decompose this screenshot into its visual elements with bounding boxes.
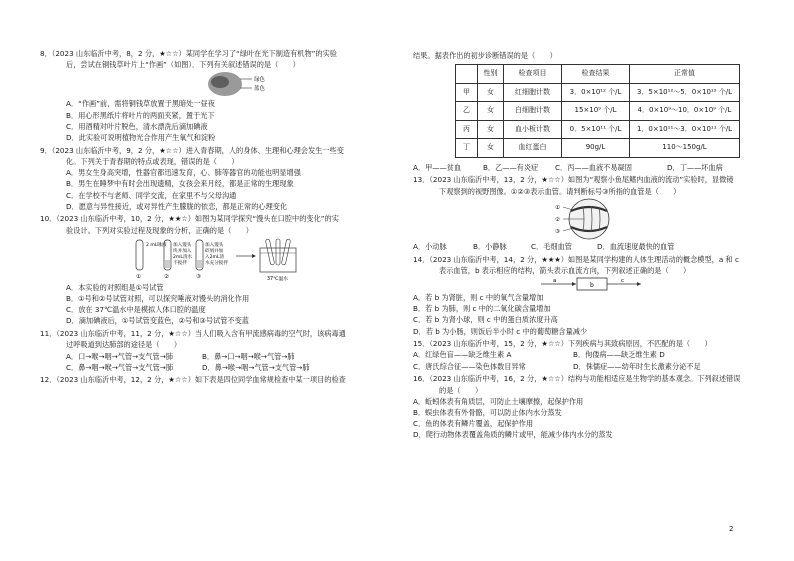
test-tube-1-label: 2 mL唾液 bbox=[146, 242, 167, 248]
structure-b-label: b bbox=[590, 281, 594, 289]
question-10-option-c: C．放在 37℃温水中是模拟人体口腔的温度 bbox=[66, 305, 206, 315]
question-12-stem-2: 结果。据表作出的初步诊断错误的是（ ） bbox=[413, 51, 557, 60]
test-tube-3-text-2: 碎屑并加 bbox=[205, 248, 224, 254]
question-15-options-ab bbox=[413, 349, 758, 360]
table-cell: 0．5×10¹¹ 个/L bbox=[562, 120, 630, 139]
table-cell: 3．0×10¹² 个/L bbox=[562, 83, 630, 102]
question-9-option-c: C．在学校不与老师、同学交流，在家里不与父母沟通 bbox=[66, 190, 237, 200]
leaf-dark-region bbox=[211, 76, 229, 88]
test-tube-diagram bbox=[40, 236, 392, 282]
table-cell: 4．0×10⁹～10．0×10⁹ 个/L bbox=[630, 102, 740, 121]
question-12-option-b: B．乙——有炎症 bbox=[483, 162, 539, 172]
test-tube-3-text-4: 水充分搅拌 bbox=[205, 260, 228, 266]
question-13-option-a: A．小动脉 bbox=[413, 241, 447, 251]
page-number: 2 bbox=[729, 525, 734, 533]
table-cell: 3．5×10¹²～5．0×10¹² 个/L bbox=[630, 83, 740, 102]
table-cell: 血小板计数 bbox=[504, 120, 562, 139]
question-12 bbox=[40, 374, 392, 385]
vessel-pointer-3 bbox=[563, 228, 573, 231]
question-13-option-d: D．血流速度最快的血管 bbox=[597, 241, 675, 251]
question-8-figure bbox=[40, 70, 392, 98]
question-15-option-a: A．红绿色盲——缺乏维生素 A bbox=[413, 350, 512, 360]
table-header-row bbox=[456, 65, 740, 84]
test-tube-2-text-2: 块并加入 bbox=[173, 248, 192, 254]
tube-label-1: ① bbox=[136, 273, 141, 280]
test-tube-2-content bbox=[165, 260, 170, 268]
vessel-pointer-1 bbox=[563, 207, 573, 210]
question-16-stem-2: 的是（ ） bbox=[439, 385, 483, 395]
bath-tube-1 bbox=[265, 239, 274, 265]
table-cell: 15×10⁹ 个/L bbox=[562, 102, 630, 121]
left-column bbox=[40, 48, 392, 387]
blood-test-table bbox=[455, 64, 740, 158]
question-11-option-d: D．鼻→喉→咽→气管→支气管→肺 bbox=[202, 362, 310, 372]
question-10-option-a: A．本实验的对照组是①号试管 bbox=[66, 282, 164, 292]
tube-label-2: ② bbox=[164, 273, 169, 280]
question-9-stem-2: 化。下列关于青春期的特点或表现，错误的是（ ） bbox=[66, 156, 239, 166]
question-10-stem-1: 10．（2023 山东临沂中考，10，2 分，★★☆）如图为某同学探究“馒头在口腔中的变化”的实 bbox=[40, 214, 339, 224]
question-14-figure bbox=[413, 276, 758, 292]
table-header-cell bbox=[456, 65, 478, 84]
table-cell: 110～150g/L bbox=[630, 139, 740, 158]
right-column bbox=[413, 50, 758, 442]
microscope-field-diagram bbox=[413, 197, 758, 241]
question-16-option-b: B．蜈虫体表有外骨骼，可以防止体内水分蒸发 bbox=[413, 407, 562, 417]
question-12-continued bbox=[413, 50, 758, 173]
vessel-c-label: c bbox=[621, 277, 625, 284]
question-15-options-cd bbox=[413, 361, 758, 372]
question-8-option-b: B．用心形黑纸片将叶片的两面夹紧，置于光下 bbox=[66, 110, 215, 120]
bath-tube-3 bbox=[281, 239, 290, 265]
question-9-stem-1: 9．（2023 山东临沂中考，9，2 分，★☆☆）进入青春期，人的身体、生理和心理会发生一些变 bbox=[40, 145, 344, 155]
question-15-stem-1: 15．（2023 山东临沂中考，15，2 分，★☆☆）下列疾病与其致病原因，不匹配的是（ ） bbox=[413, 339, 712, 349]
vessel-label-1: ① bbox=[555, 204, 560, 211]
question-15-option-c: C．唐氏综合征——染色体数目异常 bbox=[413, 361, 526, 371]
question-11-options-ab bbox=[40, 351, 392, 362]
question-14-stem-1: 14．（2023 山东临沂中考，14，2 分，★★★）如图是某同学构建的人体生理活动的概念模型，a 和 c bbox=[413, 254, 739, 264]
leaf-label-blue: 蓝色 bbox=[254, 86, 266, 93]
question-10-stem-2: 验设计。下列对实验过程及现象的分析，正确的是（ ） bbox=[66, 225, 253, 235]
question-14-stem-2: 表示血管，b 表示相应的结构，箭头表示血流方向，下列叙述正确的是（ ） bbox=[439, 265, 691, 275]
vessel-label-3: ③ bbox=[555, 228, 560, 235]
test-tube-3-text-1: 加入馒头 bbox=[205, 242, 224, 248]
question-15-option-b: B．佝偻病——缺乏维生素 D bbox=[573, 350, 665, 360]
bath-tube-2 bbox=[276, 239, 280, 265]
question-9-option-a: A．男女生身高突增，性器官都迅速发育，心、肺等器官的功能也明显增强 bbox=[66, 168, 301, 178]
question-15 bbox=[413, 338, 758, 372]
question-8-stem-1: 8．（2023 山东临沂中考，8，2 分，★☆☆）某同学在学习了“绿叶在光下制造有机物”的实验 bbox=[40, 49, 337, 58]
question-8-stem-2: 后，尝试在铜钱草叶片上“作画”（如图）．下列有关叙述错误的是（ ） bbox=[66, 60, 300, 70]
vessel-label-2: ② bbox=[555, 216, 560, 223]
table-cell: 甲 bbox=[456, 83, 478, 102]
test-tube-1 bbox=[136, 240, 143, 270]
table-header-cell: 检查项目 bbox=[504, 65, 562, 84]
question-16-stem-1: 16．（2023 山东临沂中考，16，2 分，★☆☆）结构与功能相适应是生物学的基本观念。下列叙述错误 bbox=[413, 374, 741, 384]
table-cell: 白细胞计数 bbox=[504, 102, 562, 121]
question-8-option-a: A．“作画”前，需将铜钱草放置于黑暗处一昼夜 bbox=[66, 99, 215, 109]
question-13 bbox=[413, 174, 758, 252]
question-12-stem-1: 12．（2023 山东临沂中考，12，2 分，★☆☆）如下表是四位同学血常规检查中某一项目的检查 bbox=[40, 375, 346, 385]
vessel-a-arrowhead bbox=[572, 282, 576, 286]
table-header-cell: 检查结果 bbox=[562, 65, 630, 84]
question-11-stem-2: 过呼吸道到达肺部的途径是（ ） bbox=[66, 340, 182, 350]
vessel-c-arrowhead bbox=[637, 282, 641, 286]
table-row bbox=[456, 120, 740, 139]
process-arrowhead bbox=[252, 254, 256, 258]
concept-model-diagram bbox=[413, 276, 758, 292]
question-8 bbox=[40, 48, 392, 143]
table-cell: 丙 bbox=[456, 120, 478, 139]
question-13-stem-2: 下观察到的视野图像。①②③表示血管。请判断标号③所指的血管是（ ） bbox=[439, 186, 681, 196]
question-8-option-c: C．用酒精对叶片脱色，清水漂洗后滴加碘液 bbox=[66, 121, 208, 131]
question-11-stem-1: 11．（2023 山东临沂中考，11，2 分，★☆☆）当人们吸入含有甲流感病毒的空气时，该病毒通 bbox=[40, 329, 346, 339]
table-row bbox=[456, 102, 740, 121]
table-cell: 红细胞计数 bbox=[504, 83, 562, 102]
test-tube-2-text-1: 加入馒头 bbox=[173, 242, 192, 248]
question-11 bbox=[40, 328, 392, 373]
test-tube-3-text-3: 入2mL清 bbox=[205, 254, 225, 260]
table-cell: 丁 bbox=[456, 139, 478, 158]
vessel-a-label: a bbox=[553, 277, 557, 284]
question-12-option-a: A．甲——贫血 bbox=[413, 162, 462, 172]
table-cell: 1．0×10¹¹～3．0×10¹¹ 个/L bbox=[630, 120, 740, 139]
question-12-options bbox=[413, 162, 758, 173]
table-row bbox=[456, 139, 740, 158]
question-13-stem-1: 13．（2023 山东临沂中考，13，2 分，★☆☆）如图为“观察小鱼尾鳍内血液的流动”实验时，显微镜 bbox=[413, 175, 734, 185]
leaf-label-green: 绿色 bbox=[254, 77, 266, 84]
water-bath-beaker bbox=[260, 248, 296, 272]
question-12-option-d: D．丁——坏血病 bbox=[667, 162, 723, 172]
question-13-options bbox=[413, 241, 758, 252]
test-tube-2-text-4: 不搅拌 bbox=[173, 260, 187, 266]
question-13-option-c: C．毛细血管 bbox=[531, 241, 572, 251]
question-14 bbox=[413, 254, 758, 337]
question-10 bbox=[40, 213, 392, 326]
question-12-option-c: C．丙——血液不易凝固 bbox=[555, 162, 632, 172]
leaf-drawing bbox=[40, 70, 392, 98]
question-14-option-b: B．若 b 为肺，则 c 中的二氧化碳含量增加 bbox=[413, 304, 551, 314]
question-11-options-cd bbox=[40, 362, 392, 373]
question-9-option-d: D．愿意与异性接近，或对异性产生朦胧的依恋，都是正常的心理变化 bbox=[66, 201, 288, 211]
question-11-option-a: A．口→喉→咽→气管→支气管→肺 bbox=[66, 351, 173, 361]
question-16-option-a: A．蚯蚓体表有角质层，可防止土壤摩擦，起保护作用 bbox=[413, 396, 584, 406]
table-cell: 90g/L bbox=[562, 139, 630, 158]
test-tube-2-text-3: 2mL清水 bbox=[173, 254, 193, 260]
question-15-option-d: D．侏儒症——幼年时生长激素分泌不足 bbox=[573, 361, 701, 371]
table-cell: 乙 bbox=[456, 102, 478, 121]
table-cell: 女 bbox=[478, 83, 504, 102]
question-11-option-c: C．鼻→咽→喉→气管→支气管→肺 bbox=[66, 362, 174, 372]
question-13-figure bbox=[413, 197, 758, 241]
question-10-option-d: D．滴加碘液后，①号试管变蓝色，②号和③号试管不变蓝 bbox=[66, 316, 249, 326]
table-cell: 女 bbox=[478, 139, 504, 158]
question-9 bbox=[40, 145, 392, 212]
table-cell: 女 bbox=[478, 102, 504, 121]
table-header-cell: 性别 bbox=[478, 65, 504, 84]
question-11-option-b: B．鼻→口→咽→喉→气管→肺 bbox=[202, 351, 295, 361]
question-16 bbox=[413, 373, 758, 440]
question-16-option-c: C．鱼的体表有鳞片覆盖，起保护作用 bbox=[413, 419, 534, 429]
question-14-option-d: D．若 b 为小肠，则饭后半小时 c 中的葡萄糖含量减少 bbox=[413, 326, 588, 336]
tube-label-3: ③ bbox=[196, 273, 201, 280]
question-16-option-d: D．爬行动物体表覆盖角质的鳞片或甲，能减少体内水分的蒸发 bbox=[413, 430, 613, 440]
question-8-option-d: D．此实验可说明植物光合作用产生氧气和淀粉 bbox=[66, 133, 216, 143]
table-header-cell: 正常值 bbox=[630, 65, 740, 84]
question-14-option-c: C．若 b 为肾小球，则 c 中的蛋白质浓度升高 bbox=[413, 315, 558, 325]
water-bath-label: 37℃温水 bbox=[267, 276, 289, 282]
table-cell: 血红蛋白 bbox=[504, 139, 562, 158]
question-14-option-a: A．若 b 为肾脏，则 c 中的氧气含量增加 bbox=[413, 292, 544, 302]
question-9-option-b: B．男生在睡梦中有时会出现遗精，女孩会来月经，都是正常的生理现象 bbox=[66, 179, 294, 189]
test-tube-3-content bbox=[197, 260, 202, 268]
table-cell: 女 bbox=[478, 120, 504, 139]
table-row bbox=[456, 83, 740, 102]
question-10-figure bbox=[40, 236, 392, 282]
question-10-option-b: B．①号和②号试管对照，可以探究唾液对馒头的消化作用 bbox=[66, 294, 250, 304]
question-13-option-b: B．小静脉 bbox=[473, 241, 507, 251]
